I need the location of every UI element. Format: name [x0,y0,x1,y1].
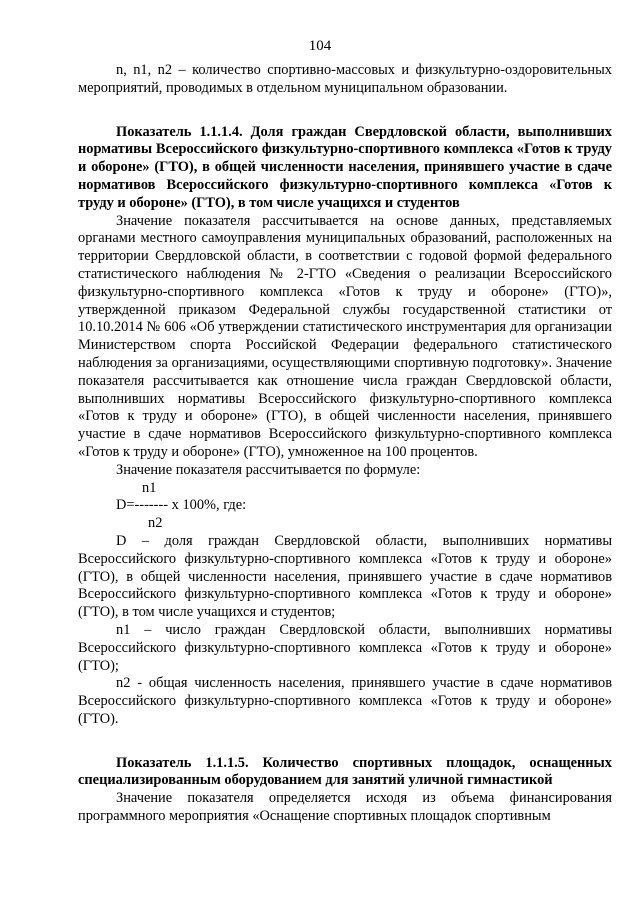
page-content [78,62,612,826]
spacer [78,98,612,124]
indicator-1-1-1-5-description: Значение показателя определяется исходя из объема финансирования программного мероприятия «Оснащение спортивных площадок спортивным [78,790,612,825]
definition-n2: n2 - общая численность населения, принявшего участие в сдаче нормативов Всероссийского физкультурно-спортивного комплекса «Готов к труду и обороне» (ГТО). [78,675,612,727]
formula-main: D=------- х 100%, где: [116,497,247,514]
indicator-1-1-1-4-description: Значение показателя рассчитывается на основе данных, представляемых органами местного самоуправления муниципальных образований, расположенных на территории Свердловской области, в соответствии с годовой формой федерального статистического наблюдения № 2-ГТО «Сведения о реализации Всероссийского физкультурно-спортивного комплекса «Готов к труду и обороне» (ГТО)», утвержденной приказом Федеральной службы государственной статистики от 10.10.2014 № 606 «Об утверждении статистического инструментария для организации Министерством спорта Российской Федерации федерального статистического наблюдения за организациями, осуществляющими спортивную подготовку». Значение показателя рассчитывается как отношение числа граждан Свердловской области, выполнивших нормативы Всероссийского физкультурно-спортивного комплекса «Готов к труду и обороне» (ГТО), в общей численности населения, принявшего участие в сдаче нормативов Всероссийского физкультурно-спортивного комплекса «Готов к труду и обороне» (ГТО), умноженное на 100 процентов. [78,212,612,460]
definition-d: D – доля граждан Свердловской области, выполнивших нормативы Всероссийского физкультурно-спортивного комплекса «Готов к труду и обороне» (ГТО), в общей численности населения, принявшего участие в сдаче нормативов Всероссийского физкультурно-спортивного комплекса «Готов к труду и обороне» (ГТО), в том числе учащихся и студентов; [78,532,612,621]
indicator-1-1-1-5-section [78,755,612,826]
formula-block [78,480,612,533]
definition-n1: n1 – число граждан Свердловской области, выполнивших нормативы Всероссийского физкультурно-спортивного комплекса «Готов к труду и обороне» (ГТО); [78,621,612,674]
formula-intro: Значение показателя рассчитывается по формуле: [116,461,421,478]
variables-definition-paragraph: n, n1, n2 – количество спортивно-массовых и физкультурно-оздоровительных мероприятий, проводимых в отдельном муниципальном образовании. [78,62,612,96]
formula-numerator: n1 [142,479,157,496]
page-number: 104 [308,38,332,54]
spacer [78,729,612,755]
indicator-1-1-1-4-heading: Показатель 1.1.1.4. Доля граждан Свердловской области, выполнивших нормативы Всероссийского физкультурно-спортивного комплекса «Готов к труду и обороне» (ГТО), в общей численности населения, принявшего участие в сдаче нормативов Всероссийского физкультурно-спортивного комплекса «Готов к труду и обороне» (ГТО), в том числе учащихся и студентов [78,123,612,211]
indicator-1-1-1-5-heading: Показатель 1.1.1.5. Количество спортивных площадок, оснащенных специализированным оборудованием для занятий уличной гимнастикой [78,754,612,789]
indicator-1-1-1-4-section [78,124,612,729]
formula-denominator: n2 [148,515,163,532]
